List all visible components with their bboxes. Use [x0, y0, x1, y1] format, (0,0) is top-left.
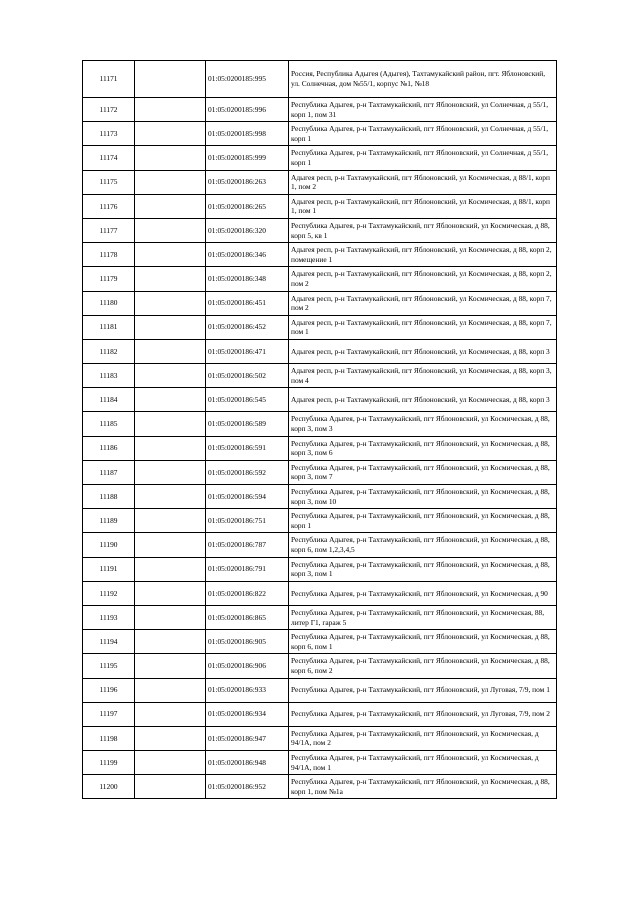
cadastral-number-cell: 01:05:0200186:822: [206, 581, 289, 605]
table-row: [83, 146, 557, 170]
cadastral-number-cell: 01:05:0200186:346: [206, 243, 289, 267]
row-number-cell: 11183: [83, 364, 135, 388]
empty-cell: [135, 194, 206, 218]
cadastral-number-cell: 01:05:0200185:995: [206, 61, 289, 98]
row-number-cell: 11178: [83, 243, 135, 267]
empty-cell: [135, 630, 206, 654]
table-row: [83, 61, 557, 98]
address-cell: Республика Адыгея, р-н Тахтамукайский, пгт Яблоновский, ул Космическая, д 88, корп 3, пом 3: [289, 412, 557, 436]
row-number-cell: 11191: [83, 557, 135, 581]
empty-cell: [135, 98, 206, 122]
cadastral-number-cell: 01:05:0200186:791: [206, 557, 289, 581]
cadastral-number-cell: 01:05:0200186:348: [206, 267, 289, 291]
table-row: [83, 218, 557, 242]
table-row: [83, 436, 557, 460]
cadastral-number-cell: 01:05:0200185:999: [206, 146, 289, 170]
address-cell: Республика Адыгея, р-н Тахтамукайский, пгт Яблоновский, ул Космическая, 88, литер Г1, гараж 5: [289, 605, 557, 629]
address-cell: Адыгея респ, р-н Тахтамукайский, пгт Яблоновский, ул Космическая, д 88, корп 2, помещение 1: [289, 243, 557, 267]
cadastral-number-cell: 01:05:0200186:591: [206, 436, 289, 460]
table-row: [83, 533, 557, 557]
registry-table-body: [83, 61, 557, 799]
table-row: [83, 122, 557, 146]
cadastral-number-cell: 01:05:0200185:996: [206, 98, 289, 122]
empty-cell: [135, 267, 206, 291]
address-cell: Адыгея респ, р-н Тахтамукайский, пгт Яблоновский, ул Космическая, д 88/1, корп 1, пом 1: [289, 194, 557, 218]
empty-cell: [135, 364, 206, 388]
table-row: [83, 654, 557, 678]
address-cell: Республика Адыгея, р-н Тахтамукайский, пгт Яблоновский, ул Космическая, д 94/1А, пом 1: [289, 751, 557, 775]
cadastral-number-cell: 01:05:0200186:787: [206, 533, 289, 557]
empty-cell: [135, 170, 206, 194]
address-cell: Республика Адыгея, р-н Тахтамукайский, пгт Яблоновский, ул Космическая, д 88, корп 5, кв 1: [289, 218, 557, 242]
row-number-cell: 11200: [83, 775, 135, 799]
row-number-cell: 11197: [83, 702, 135, 726]
cadastral-number-cell: 01:05:0200186:265: [206, 194, 289, 218]
cadastral-number-cell: 01:05:0200186:905: [206, 630, 289, 654]
address-cell: Республика Адыгея, р-н Тахтамукайский, пгт Яблоновский, ул Луговая, 7/9, пом 2: [289, 702, 557, 726]
table-row: [83, 364, 557, 388]
address-cell: Адыгея респ, р-н Тахтамукайский, пгт Яблоновский, ул Космическая, д 88, корп 7, пом 1: [289, 315, 557, 339]
row-number-cell: 11196: [83, 678, 135, 702]
row-number-cell: 11185: [83, 412, 135, 436]
empty-cell: [135, 122, 206, 146]
row-number-cell: 11175: [83, 170, 135, 194]
address-cell: Адыгея респ, р-н Тахтамукайский, пгт Яблоновский, ул Космическая, д 88, корп 3: [289, 388, 557, 412]
row-number-cell: 11179: [83, 267, 135, 291]
cadastral-number-cell: 01:05:0200186:594: [206, 485, 289, 509]
table-row: [83, 194, 557, 218]
row-number-cell: 11182: [83, 339, 135, 363]
table-row: [83, 339, 557, 363]
row-number-cell: 11176: [83, 194, 135, 218]
cadastral-number-cell: 01:05:0200186:451: [206, 291, 289, 315]
table-row: [83, 267, 557, 291]
cadastral-number-cell: 01:05:0200186:948: [206, 751, 289, 775]
address-cell: Республика Адыгея, р-н Тахтамукайский, пгт Яблоновский, ул Космическая, д 88, корп 3, пом 10: [289, 485, 557, 509]
empty-cell: [135, 533, 206, 557]
table-row: [83, 775, 557, 799]
table-row: [83, 170, 557, 194]
address-cell: Республика Адыгея, р-н Тахтамукайский, пгт Яблоновский, ул Солнечная, д 55/1, корп 1, пом 31: [289, 98, 557, 122]
empty-cell: [135, 243, 206, 267]
empty-cell: [135, 751, 206, 775]
cadastral-number-cell: 01:05:0200186:502: [206, 364, 289, 388]
address-cell: Республика Адыгея, р-н Тахтамукайский, пгт Яблоновский, ул Космическая, д 88, корп 6, пом 2: [289, 654, 557, 678]
table-row: [83, 485, 557, 509]
row-number-cell: 11188: [83, 485, 135, 509]
address-cell: Адыгея респ, р-н Тахтамукайский, пгт Яблоновский, ул Космическая, д 88, корп 3: [289, 339, 557, 363]
address-cell: Республика Адыгея, р-н Тахтамукайский, пгт Яблоновский, ул Солнечная, д 55/1, корп 1: [289, 122, 557, 146]
row-number-cell: 11199: [83, 751, 135, 775]
row-number-cell: 11181: [83, 315, 135, 339]
empty-cell: [135, 412, 206, 436]
cadastral-number-cell: 01:05:0200186:320: [206, 218, 289, 242]
empty-cell: [135, 388, 206, 412]
empty-cell: [135, 654, 206, 678]
address-cell: Республика Адыгея, р-н Тахтамукайский, пгт Яблоновский, ул Космическая, д 88, корп 1: [289, 509, 557, 533]
table-row: [83, 605, 557, 629]
table-row: [83, 315, 557, 339]
row-number-cell: 11190: [83, 533, 135, 557]
empty-cell: [135, 61, 206, 98]
row-number-cell: 11177: [83, 218, 135, 242]
empty-cell: [135, 460, 206, 484]
address-cell: Республика Адыгея, р-н Тахтамукайский, пгт Яблоновский, ул Космическая, д 94/1А, пом 2: [289, 726, 557, 750]
address-cell: Республика Адыгея, р-н Тахтамукайский, пгт Яблоновский, ул Космическая, д 88, корп 3, пом 6: [289, 436, 557, 460]
cadastral-number-cell: 01:05:0200186:934: [206, 702, 289, 726]
cadastral-number-cell: 01:05:0200186:452: [206, 315, 289, 339]
cadastral-number-cell: 01:05:0200186:592: [206, 460, 289, 484]
row-number-cell: 11195: [83, 654, 135, 678]
row-number-cell: 11184: [83, 388, 135, 412]
row-number-cell: 11193: [83, 605, 135, 629]
table-row: [83, 412, 557, 436]
address-cell: Республика Адыгея, р-н Тахтамукайский, пгт Яблоновский, ул Космическая, д 90: [289, 581, 557, 605]
address-cell: Республика Адыгея, р-н Тахтамукайский, пгт Яблоновский, ул Космическая, д 88, корп 6, пом 1: [289, 630, 557, 654]
empty-cell: [135, 218, 206, 242]
table-row: [83, 702, 557, 726]
address-cell: Республика Адыгея, р-н Тахтамукайский, пгт Яблоновский, ул Солнечная, д 55/1, корп 1: [289, 146, 557, 170]
cadastral-number-cell: 01:05:0200186:952: [206, 775, 289, 799]
row-number-cell: 11173: [83, 122, 135, 146]
empty-cell: [135, 509, 206, 533]
empty-cell: [135, 726, 206, 750]
empty-cell: [135, 485, 206, 509]
address-cell: Адыгея респ, р-н Тахтамукайский, пгт Яблоновский, ул Космическая, д 88/1, корп 1, пом 2: [289, 170, 557, 194]
cadastral-number-cell: 01:05:0200186:589: [206, 412, 289, 436]
cadastral-number-cell: 01:05:0200186:865: [206, 605, 289, 629]
table-row: [83, 630, 557, 654]
address-cell: Адыгея респ, р-н Тахтамукайский, пгт Яблоновский, ул Космическая, д 88, корп 3, пом 4: [289, 364, 557, 388]
row-number-cell: 11192: [83, 581, 135, 605]
cadastral-number-cell: 01:05:0200186:751: [206, 509, 289, 533]
empty-cell: [135, 436, 206, 460]
address-cell: Адыгея респ, р-н Тахтамукайский, пгт Яблоновский, ул Космическая, д 88, корп 7, пом 2: [289, 291, 557, 315]
row-number-cell: 11189: [83, 509, 135, 533]
empty-cell: [135, 291, 206, 315]
row-number-cell: 11194: [83, 630, 135, 654]
cadastral-number-cell: 01:05:0200186:263: [206, 170, 289, 194]
address-cell: Республика Адыгея, р-н Тахтамукайский, пгт Яблоновский, ул Космическая, д 88, корп 3, пом 1: [289, 557, 557, 581]
table-row: [83, 509, 557, 533]
table-row: [83, 678, 557, 702]
row-number-cell: 11174: [83, 146, 135, 170]
property-registry-table: [82, 60, 557, 799]
empty-cell: [135, 702, 206, 726]
address-cell: Республика Адыгея, р-н Тахтамукайский, пгт Яблоновский, ул Космическая, д 88, корп 1, пом №1а: [289, 775, 557, 799]
row-number-cell: 11180: [83, 291, 135, 315]
row-number-cell: 11172: [83, 98, 135, 122]
table-row: [83, 388, 557, 412]
empty-cell: [135, 678, 206, 702]
cadastral-number-cell: 01:05:0200186:906: [206, 654, 289, 678]
table-row: [83, 98, 557, 122]
table-row: [83, 726, 557, 750]
table-row: [83, 460, 557, 484]
table-row: [83, 581, 557, 605]
table-row: [83, 751, 557, 775]
empty-cell: [135, 557, 206, 581]
cadastral-number-cell: 01:05:0200186:947: [206, 726, 289, 750]
row-number-cell: 11187: [83, 460, 135, 484]
address-cell: Республика Адыгея, р-н Тахтамукайский, пгт Яблоновский, ул Луговая, 7/9, пом 1: [289, 678, 557, 702]
cadastral-number-cell: 01:05:0200186:471: [206, 339, 289, 363]
row-number-cell: 11171: [83, 61, 135, 98]
address-cell: Республика Адыгея, р-н Тахтамукайский, пгт Яблоновский, ул Космическая, д 88, корп 6, пом 1,2,3,4,5: [289, 533, 557, 557]
address-cell: Адыгея респ, р-н Тахтамукайский, пгт Яблоновский, ул Космическая, д 88, корп 2, пом 2: [289, 267, 557, 291]
empty-cell: [135, 775, 206, 799]
cadastral-number-cell: 01:05:0200185:998: [206, 122, 289, 146]
table-row: [83, 557, 557, 581]
row-number-cell: 11198: [83, 726, 135, 750]
address-cell: Россия, Республика Адыгея (Адыгея), Тахтамукайский район, пгт. Яблоновский, ул. Солнечная, дом №55/1, корпус №1, №18: [289, 61, 557, 98]
empty-cell: [135, 146, 206, 170]
cadastral-number-cell: 01:05:0200186:933: [206, 678, 289, 702]
empty-cell: [135, 605, 206, 629]
empty-cell: [135, 339, 206, 363]
table-row: [83, 243, 557, 267]
table-row: [83, 291, 557, 315]
address-cell: Республика Адыгея, р-н Тахтамукайский, пгт Яблоновский, ул Космическая, д 88, корп 3, пом 7: [289, 460, 557, 484]
cadastral-number-cell: 01:05:0200186:545: [206, 388, 289, 412]
empty-cell: [135, 315, 206, 339]
empty-cell: [135, 581, 206, 605]
row-number-cell: 11186: [83, 436, 135, 460]
